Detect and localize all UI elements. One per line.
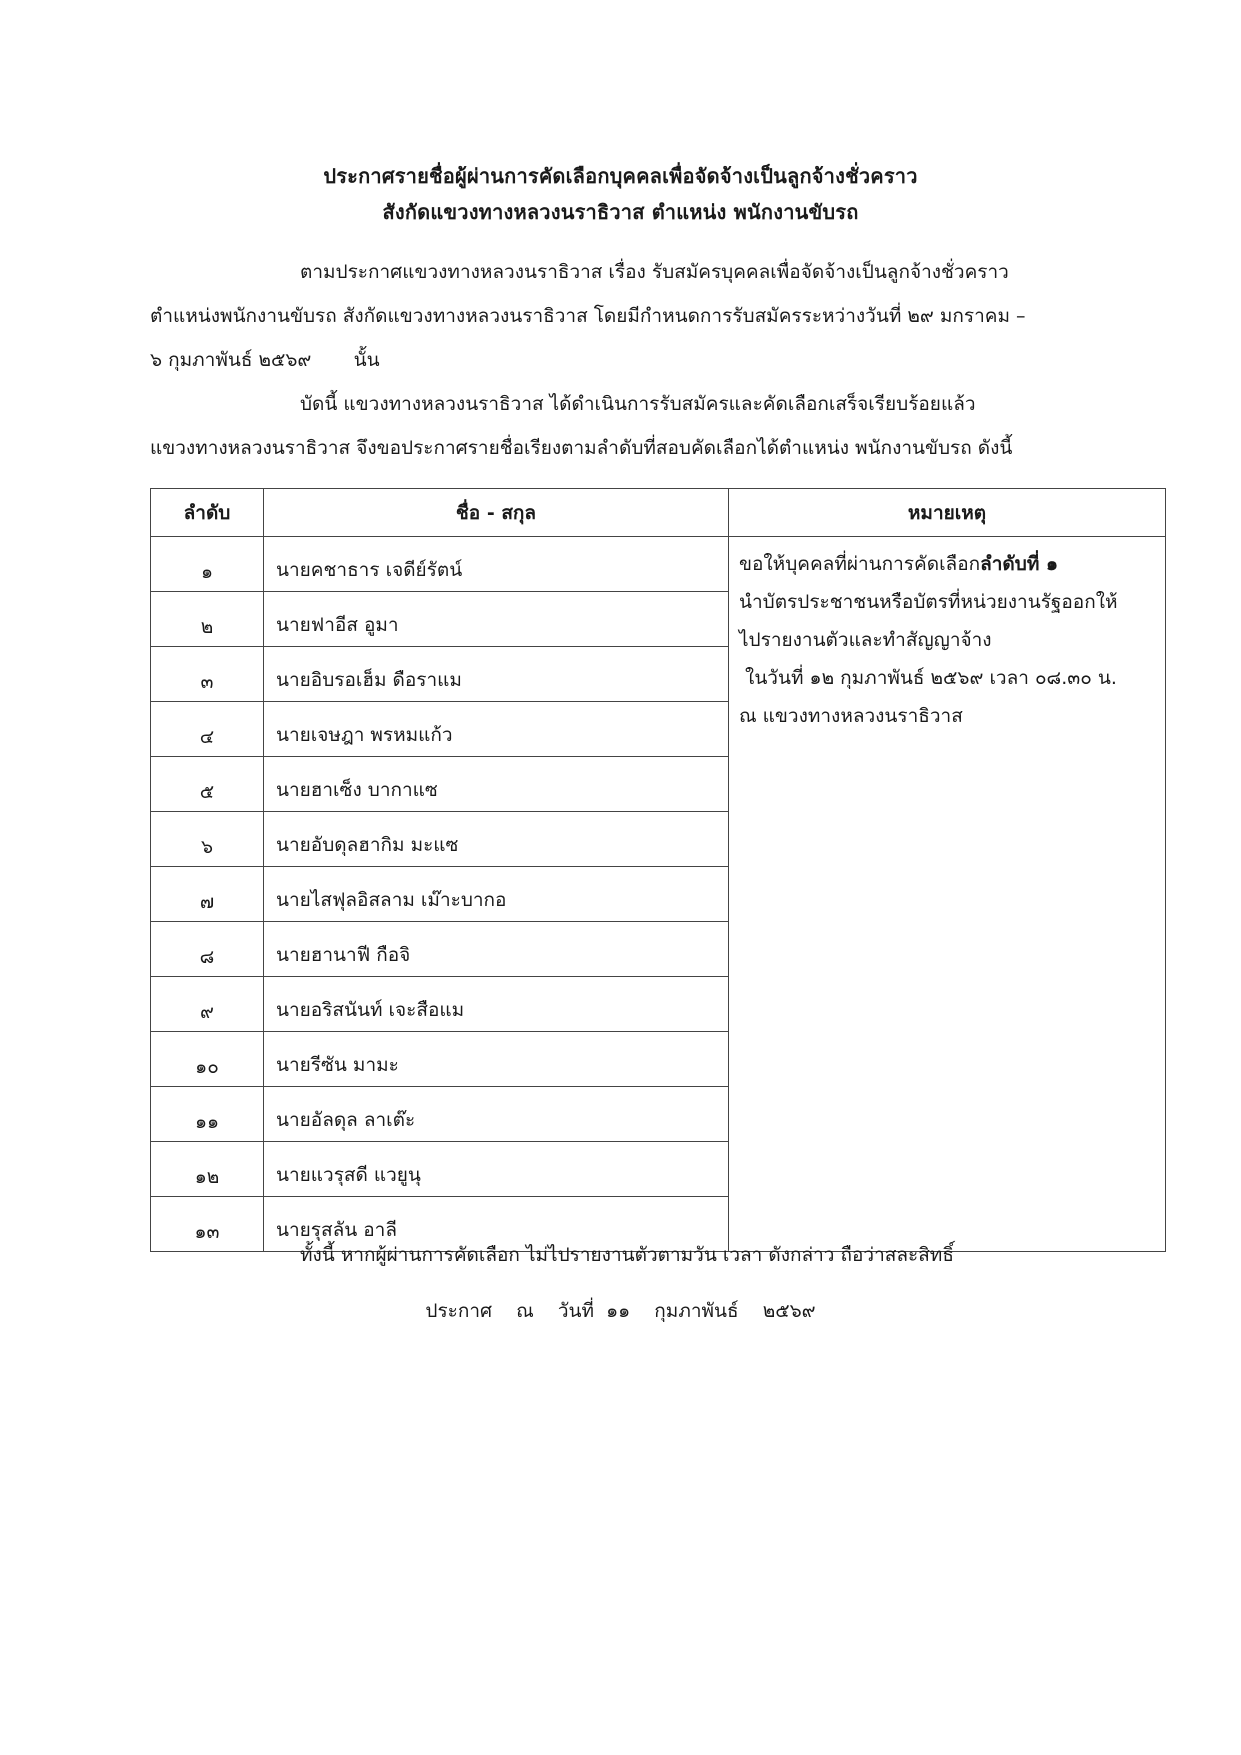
result-line-1: บัดนี้ แขวงทางหลวงนราธิวาส ได้ดำเนินการรับสมัครและคัดเลือกเสร็จเรียบร้อยแล้ว <box>300 393 976 415</box>
table-header-row <box>151 489 1166 537</box>
remark-line-1-bold: ลำดับที่ ๑ <box>980 553 1059 575</box>
document-subtitle: สังกัดแขวงทางหลวงนราธิวาส ตำแหน่ง พนักงานขับรถ <box>382 200 859 224</box>
row-order: ๑๒ <box>151 1142 264 1197</box>
remark-line-1-text: ขอให้บุคคลที่ผ่านการคัดเลือก <box>739 553 981 575</box>
remark-line-4: ในวันที่ ๑๒ กุมภาพันธ์ ๒๕๖๙ เวลา ๐๘.๓๐ น. <box>739 667 1117 689</box>
remark-line-3: ไปรายงานตัวและทำสัญญาจ้าง <box>739 629 992 651</box>
intro-line-3: ๖ กุมภาพันธ์ ๒๕๖๙ นั้น <box>150 349 380 371</box>
row-name: นายรุสลัน อาลี <box>264 1197 729 1252</box>
row-name: นายฮานาฟี กือจิ <box>264 922 729 977</box>
row-name: นายแวรุสดี แวยูนุ <box>264 1142 729 1197</box>
row-order: ๓ <box>151 647 264 702</box>
candidates-table <box>150 488 1166 1252</box>
row-name: นายไสฟุลอิสลาม เม๊าะบากอ <box>264 867 729 922</box>
intro-line-1: ตามประกาศแขวงทางหลวงนราธิวาส เรื่อง รับสมัครบุคคลเพื่อจัดจ้างเป็นลูกจ้างชั่วคราว <box>300 261 1009 283</box>
row-name: นายอัลดุล ลาเต๊ะ <box>264 1087 729 1142</box>
intro-line-2: ตำแหน่งพนักงานขับรถ สังกัดแขวงทางหลวงนราธิวาส โดยมีกำหนดการรับสมัครระหว่างวันที่ ๒๙ มกราคม – <box>150 305 1026 327</box>
row-name: นายรีซัน มามะ <box>264 1032 729 1087</box>
header-order: ลำดับ <box>151 489 264 537</box>
row-name: นายคชาธาร เจดีย์รัตน์ <box>264 537 729 592</box>
row-name: นายฟาอีส อูมา <box>264 592 729 647</box>
row-order: ๙ <box>151 977 264 1032</box>
remark-cell <box>729 537 1166 1252</box>
row-name: นายอับดุลฮากิม มะแซ <box>264 812 729 867</box>
row-order: ๘ <box>151 922 264 977</box>
remark-line-2: นำบัตรประชาชนหรือบัตรที่หน่วยงานรัฐออกให้ <box>739 591 1118 613</box>
row-order: ๑๐ <box>151 1032 264 1087</box>
result-paragraph <box>150 382 1090 470</box>
remark-line-1 <box>739 545 1155 583</box>
row-order: ๑ <box>151 537 264 592</box>
remark-line-5: ณ แขวงทางหลวงนราธิวาส <box>739 705 963 727</box>
row-order: ๖ <box>151 812 264 867</box>
document-title: ประกาศรายชื่อผู้ผ่านการคัดเลือกบุคคลเพื่อจัดจ้างเป็นลูกจ้างชั่วคราว <box>323 164 918 188</box>
row-order: ๒ <box>151 592 264 647</box>
closing-statement: ทั้งนี้ หากผู้ผ่านการคัดเลือก ไม่ไปรายงานตัวตามวัน เวลา ดังกล่าว ถือว่าสละสิทธิ์ <box>300 1244 954 1266</box>
table-row <box>151 537 1166 592</box>
row-order: ๑๑ <box>151 1087 264 1142</box>
row-order: ๔ <box>151 702 264 757</box>
intro-paragraph <box>150 250 1090 382</box>
row-order: ๗ <box>151 867 264 922</box>
row-order: ๑๓ <box>151 1197 264 1252</box>
row-name: นายฮาเซ็ง บากาแซ <box>264 757 729 812</box>
row-name: นายเจษฎา พรหมแก้ว <box>264 702 729 757</box>
header-name: ชื่อ - สกุล <box>264 489 729 537</box>
announcement-date: ประกาศ ณ วันที่ ๑๑ กุมภาพันธ์ ๒๕๖๙ <box>425 1300 816 1322</box>
header-remark: หมายเหตุ <box>729 489 1166 537</box>
row-name: นายอิบรอเฮ็ม ดือราแม <box>264 647 729 702</box>
row-name: นายอริสนันท์ เจะสือแม <box>264 977 729 1032</box>
result-line-2: แขวงทางหลวงนราธิวาส จึงขอประกาศรายชื่อเรียงตามลำดับที่สอบคัดเลือกได้ตำแหน่ง พนักงานขับรถ ดังนี้ <box>150 437 1013 459</box>
row-order: ๕ <box>151 757 264 812</box>
